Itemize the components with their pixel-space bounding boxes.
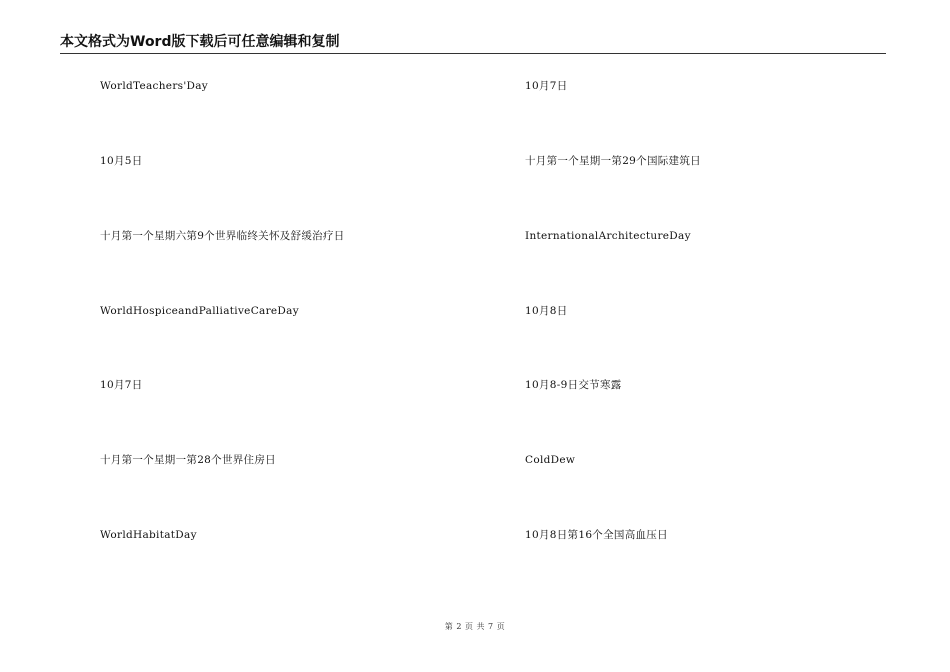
right-column xyxy=(525,0,925,672)
left-entry: WorldHabitatDay xyxy=(100,529,197,541)
left-entry: 10月5日 xyxy=(100,155,143,167)
left-entry: 十月第一个星期六第9个世界临终关怀及舒缓治疗日 xyxy=(100,230,345,242)
right-entry: InternationalArchitectureDay xyxy=(525,230,691,242)
left-entry: WorldHospiceandPalliativeCareDay xyxy=(100,305,299,317)
right-entry: 10月8日 xyxy=(525,305,568,317)
left-entry: 十月第一个星期一第28个世界住房日 xyxy=(100,454,276,466)
left-entry: WorldTeachers'Day xyxy=(100,80,209,92)
right-entry: 10月7日 xyxy=(525,80,568,92)
right-entry: 10月8日第16个全国高血压日 xyxy=(525,529,668,541)
right-entry: 十月第一个星期一第29个国际建筑日 xyxy=(525,155,701,167)
left-column xyxy=(100,0,500,672)
right-entry: 10月8-9日交节寒露 xyxy=(525,379,622,391)
page-footer: 第 2 页 共 7 页 xyxy=(444,622,506,631)
header-title: 本文格式为Word版下载后可任意编辑和复制 xyxy=(60,34,340,50)
right-entry: ColdDew xyxy=(525,454,576,466)
left-entry: 10月7日 xyxy=(100,379,143,391)
